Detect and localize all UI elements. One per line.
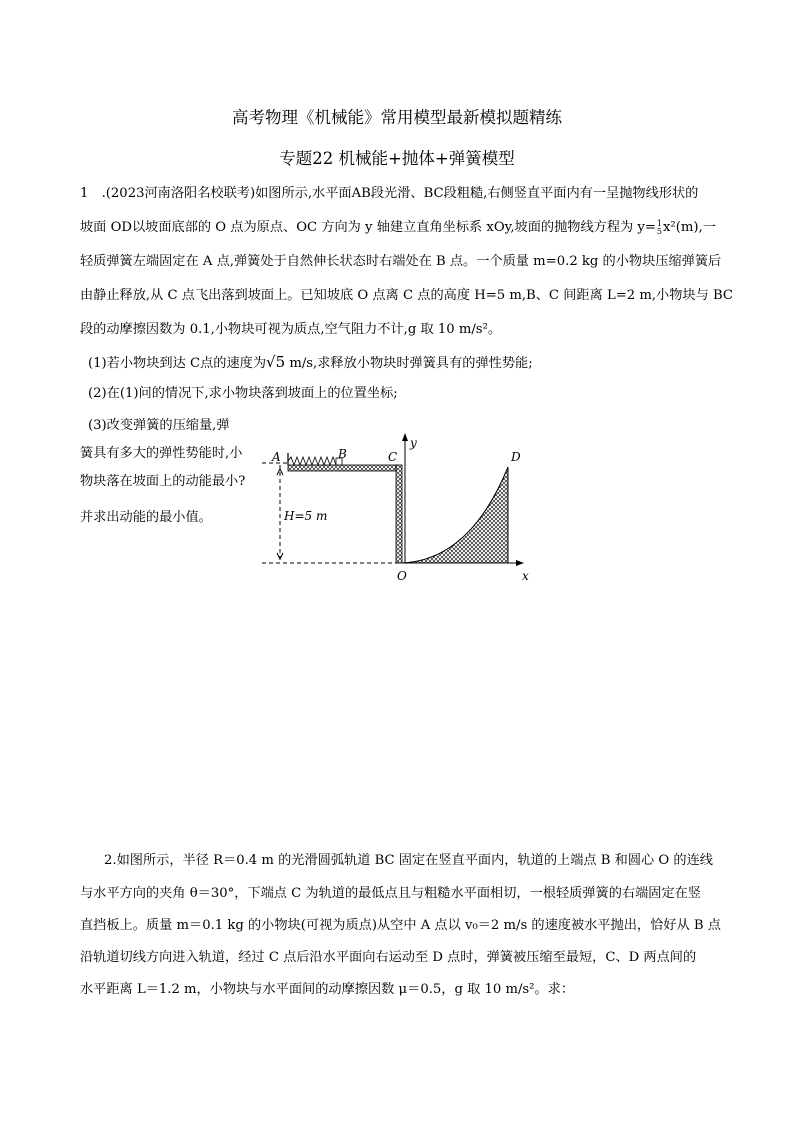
- page-subtitle: 专题22 机械能+抛体+弹簧模型: [279, 149, 515, 168]
- bc-wall: [396, 465, 402, 563]
- label-x: x: [522, 569, 529, 583]
- label-O: O: [397, 569, 407, 583]
- fraction: [657, 220, 662, 236]
- page-title: 高考物理《机械能》常用模型最新模拟题精练: [232, 108, 562, 127]
- label-D: D: [511, 450, 521, 464]
- spring: [288, 457, 336, 465]
- q1-line-4: 由静止释放,从 C 点飞出落到坡面上。已知坡底 O 点离 C 点的高度 H=5 m,B、C 间距离 L=2 m,小物块与 BC: [80, 288, 734, 303]
- label-y: y: [410, 436, 417, 450]
- q1-line-5: 段的动摩擦因数为 0.1,小物块可视为质点,空气阻力不计,g 取 10 m/s²。: [80, 322, 502, 337]
- label-H: H=5 m: [284, 509, 328, 523]
- sqrt-value: √5: [266, 353, 286, 371]
- q2-line-3: 直挡板上。质量 m＝0.1 kg 的小物块(可视为质点)从空中 A 点以 v₀＝2 m/s 的速度被水平抛出，恰好从 B 点: [80, 918, 721, 933]
- q1-part-1: [88, 352, 533, 374]
- q1-line-3: 轻质弹簧左端固定在 A 点,弹簧处于自然伸长状态时右端处在 B 点。一个质量 m=0.2 kg 的小物块压缩弹簧后: [80, 254, 722, 269]
- label-B: B: [338, 447, 347, 461]
- fraction-numerator: 1: [656, 218, 662, 228]
- q1-line-2: [80, 218, 716, 238]
- q1-line-1: 1 .(2023河南洛阳名校联考)如图所示,水平面AB段光滑、BC段粗糙,右侧竖直平面内有一呈抛物线形状的: [80, 186, 699, 201]
- q1-part-3-line-4: 并求出动能的最小值。: [80, 510, 212, 525]
- parabola-slope: [402, 467, 508, 563]
- q1-part-3-line-3: 物块落在坡面上的动能最小?: [80, 474, 246, 489]
- q1-part-3-line-2: 簧具有多大的弹性势能时,小: [80, 446, 243, 461]
- fraction-denominator: 5: [656, 226, 662, 236]
- q1-part-1-text: (1)若小物块到达 C点的速度为: [88, 356, 267, 371]
- q2-line-5: 水平距离 L＝1.2 m，小物块与水平面间的动摩擦因数 μ＝0.5，g 取 10 m/s²。求：: [80, 982, 575, 997]
- q2-line-2: 与水平方向的夹角 θ＝30°，下端点 C 为轨道的最低点且与粗糙水平面相切，一根轻质弹簧的右端固定在竖: [80, 886, 702, 901]
- q1-part-2: (2)在(1)问的情况下,求小物块落到坡面上的位置坐标;: [88, 386, 398, 401]
- ab-surface: [288, 465, 396, 471]
- q1-figure: [250, 425, 540, 590]
- q1-line-2-text: 坡面 OD以坡面底部的 O 点为原点、OC 方向为 y 轴建立直角坐标系 xOy,坡面的抛物线方程为 y=: [80, 220, 656, 235]
- q1-part-3-line-1: (3)改变弹簧的压缩量,弹: [88, 418, 230, 433]
- label-A: A: [272, 450, 281, 464]
- q2-line-1: 2.如图所示，半径 R＝0.4 m 的光滑圆弧轨道 BC 固定在竖直平面内，轨道的上端点 B 和圆心 O 的连线: [104, 853, 713, 868]
- q1-part-1-tail: m/s,求释放小物块时弹簧具有的弹性势能;: [285, 356, 533, 371]
- q2-line-4: 沿轨道切线方向进入轨道，经过 C 点后沿水平面向右运动至 D 点时，弹簧被压缩至最短，C、D 两点间的: [80, 950, 697, 965]
- label-C: C: [388, 450, 398, 464]
- q1-line-2-tail: x²(m),一: [663, 220, 716, 235]
